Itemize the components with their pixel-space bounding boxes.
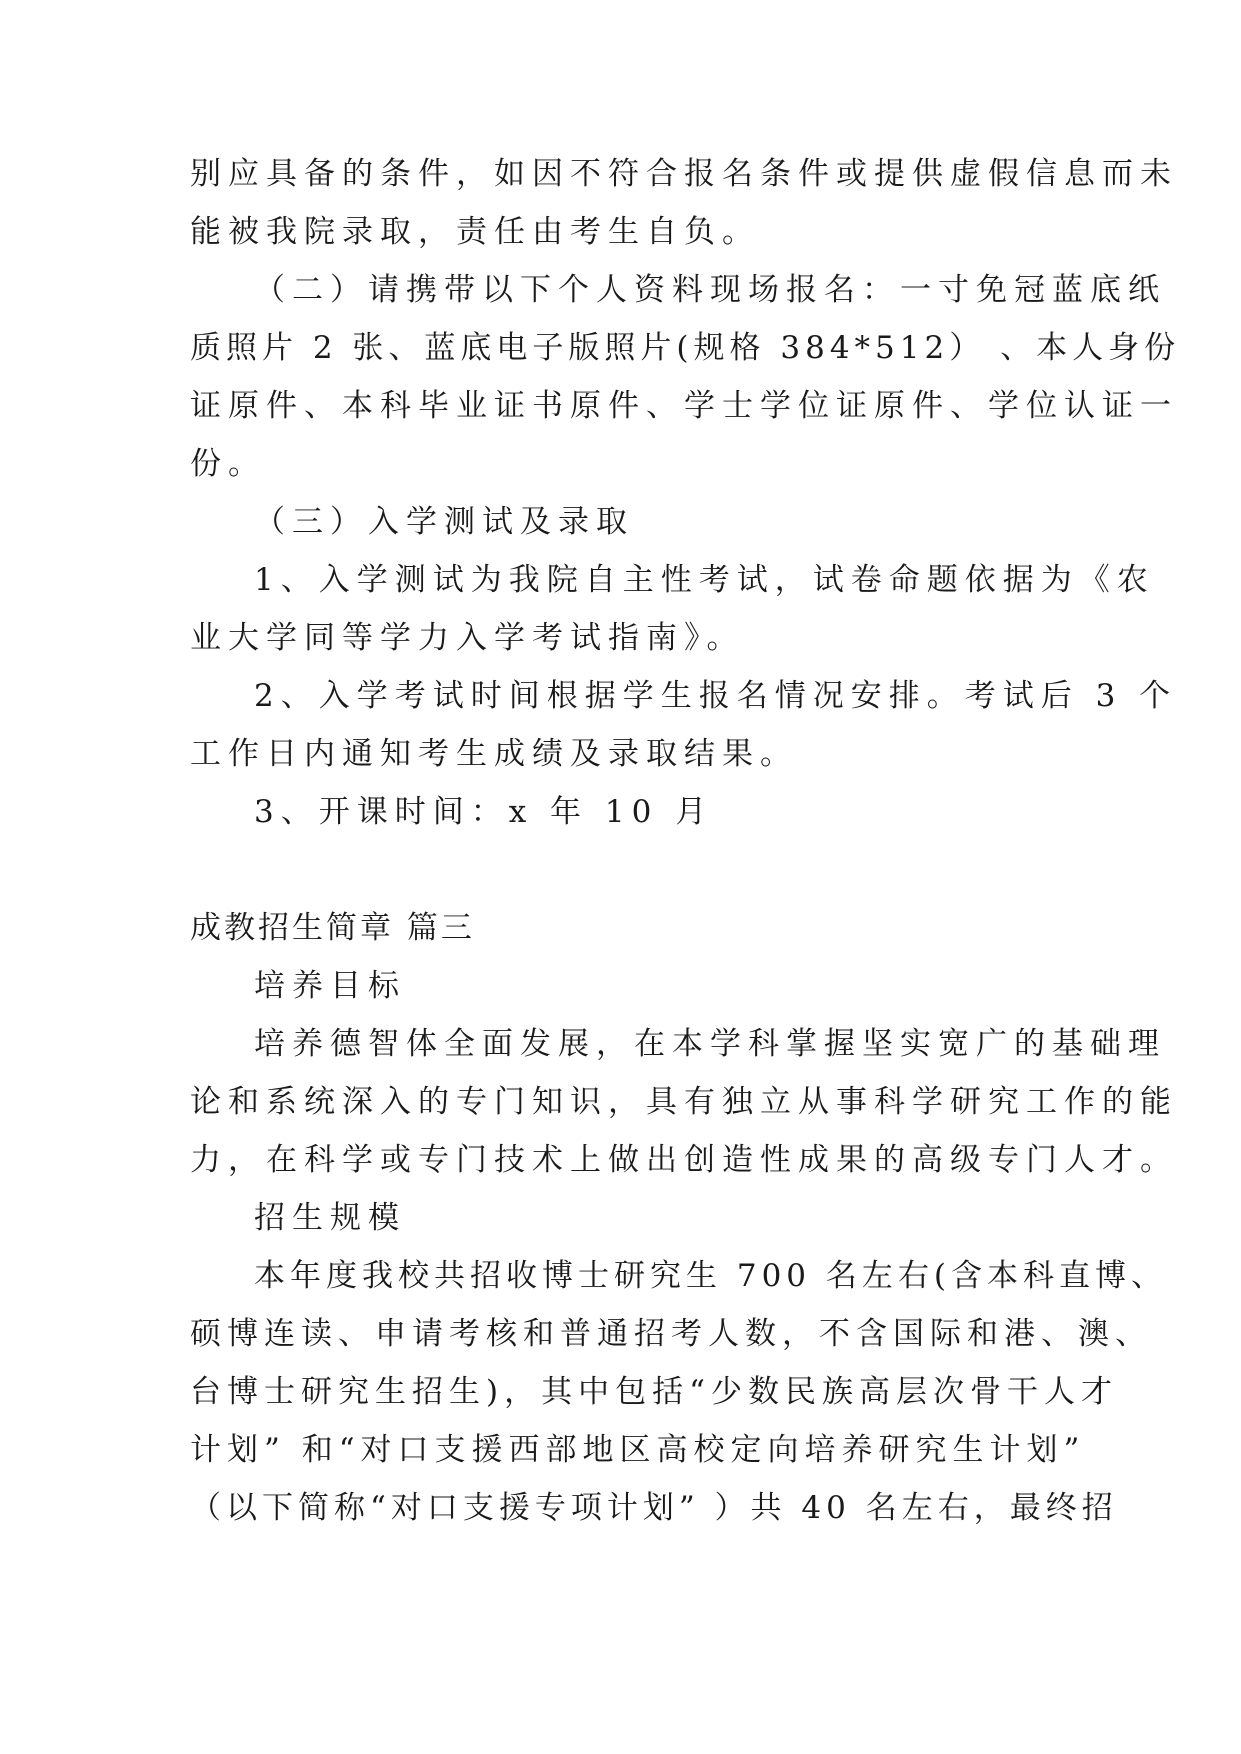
paragraph-line: 力，在科学或专门技术上做出创造性成果的高级专门人才。	[190, 1142, 1178, 1178]
paragraph-line: 计划” 和“对口支援西部地区高校定向培养研究生计划”	[190, 1432, 1086, 1468]
section-two-line: （二）请携带以下个人资料现场报名：一寸免冠蓝底纸	[254, 272, 1166, 308]
paragraph-line: 业大学同等学力入学考试指南》。	[190, 620, 745, 656]
list-item-1: 1、入学测试为我院自主性考试，试卷命题依据为《农	[254, 562, 1155, 598]
paragraph-line: 培养德智体全面发展，在本学科掌握坚实宽广的基础理	[254, 1026, 1166, 1062]
section-title: 成教招生简章 篇三	[190, 910, 475, 946]
list-item-2: 2、入学考试时间根据学生报名情况安排。考试后 3 个	[254, 678, 1178, 714]
paragraph-line: 能被我院录取，责任由考生自负。	[190, 214, 760, 250]
paragraph-line: 工作日内通知考生成绩及录取结果。	[190, 736, 798, 772]
paragraph-line: 本年度我校共招收博士研究生 700 名左右(含本科直博、	[254, 1258, 1167, 1294]
paragraph-line: 证原件、本科毕业证书原件、学士学位证原件、学位认证一	[190, 388, 1178, 424]
paragraph-line: 质照片 2 张、蓝底电子版照片(规格 384*512） 、本人身份	[190, 330, 1181, 366]
section-three-heading: （三）入学测试及录取	[254, 504, 634, 540]
paragraph-line: 份。	[190, 446, 266, 482]
list-item-3: 3、开课时间：x 年 10 月	[254, 794, 714, 830]
paragraph-line: （以下简称“对口支援专项计划” ）共 40 名左右，最终招	[190, 1490, 1118, 1526]
paragraph-line: 台博士研究生招生)，其中包括“少数民族高层次骨干人才	[190, 1374, 1118, 1410]
paragraph-line: 硕博连读、申请考核和普通招考人数，不含国际和港、澳、	[190, 1316, 1152, 1352]
subheading-training-goal: 培养目标	[254, 968, 406, 1004]
paragraph-line: 论和系统深入的专门知识，具有独立从事科学研究工作的能	[190, 1084, 1178, 1120]
subheading-enrollment-scale: 招生规模	[254, 1200, 406, 1236]
paragraph-line: 别应具备的条件，如因不符合报名条件或提供虚假信息而未	[190, 156, 1178, 192]
